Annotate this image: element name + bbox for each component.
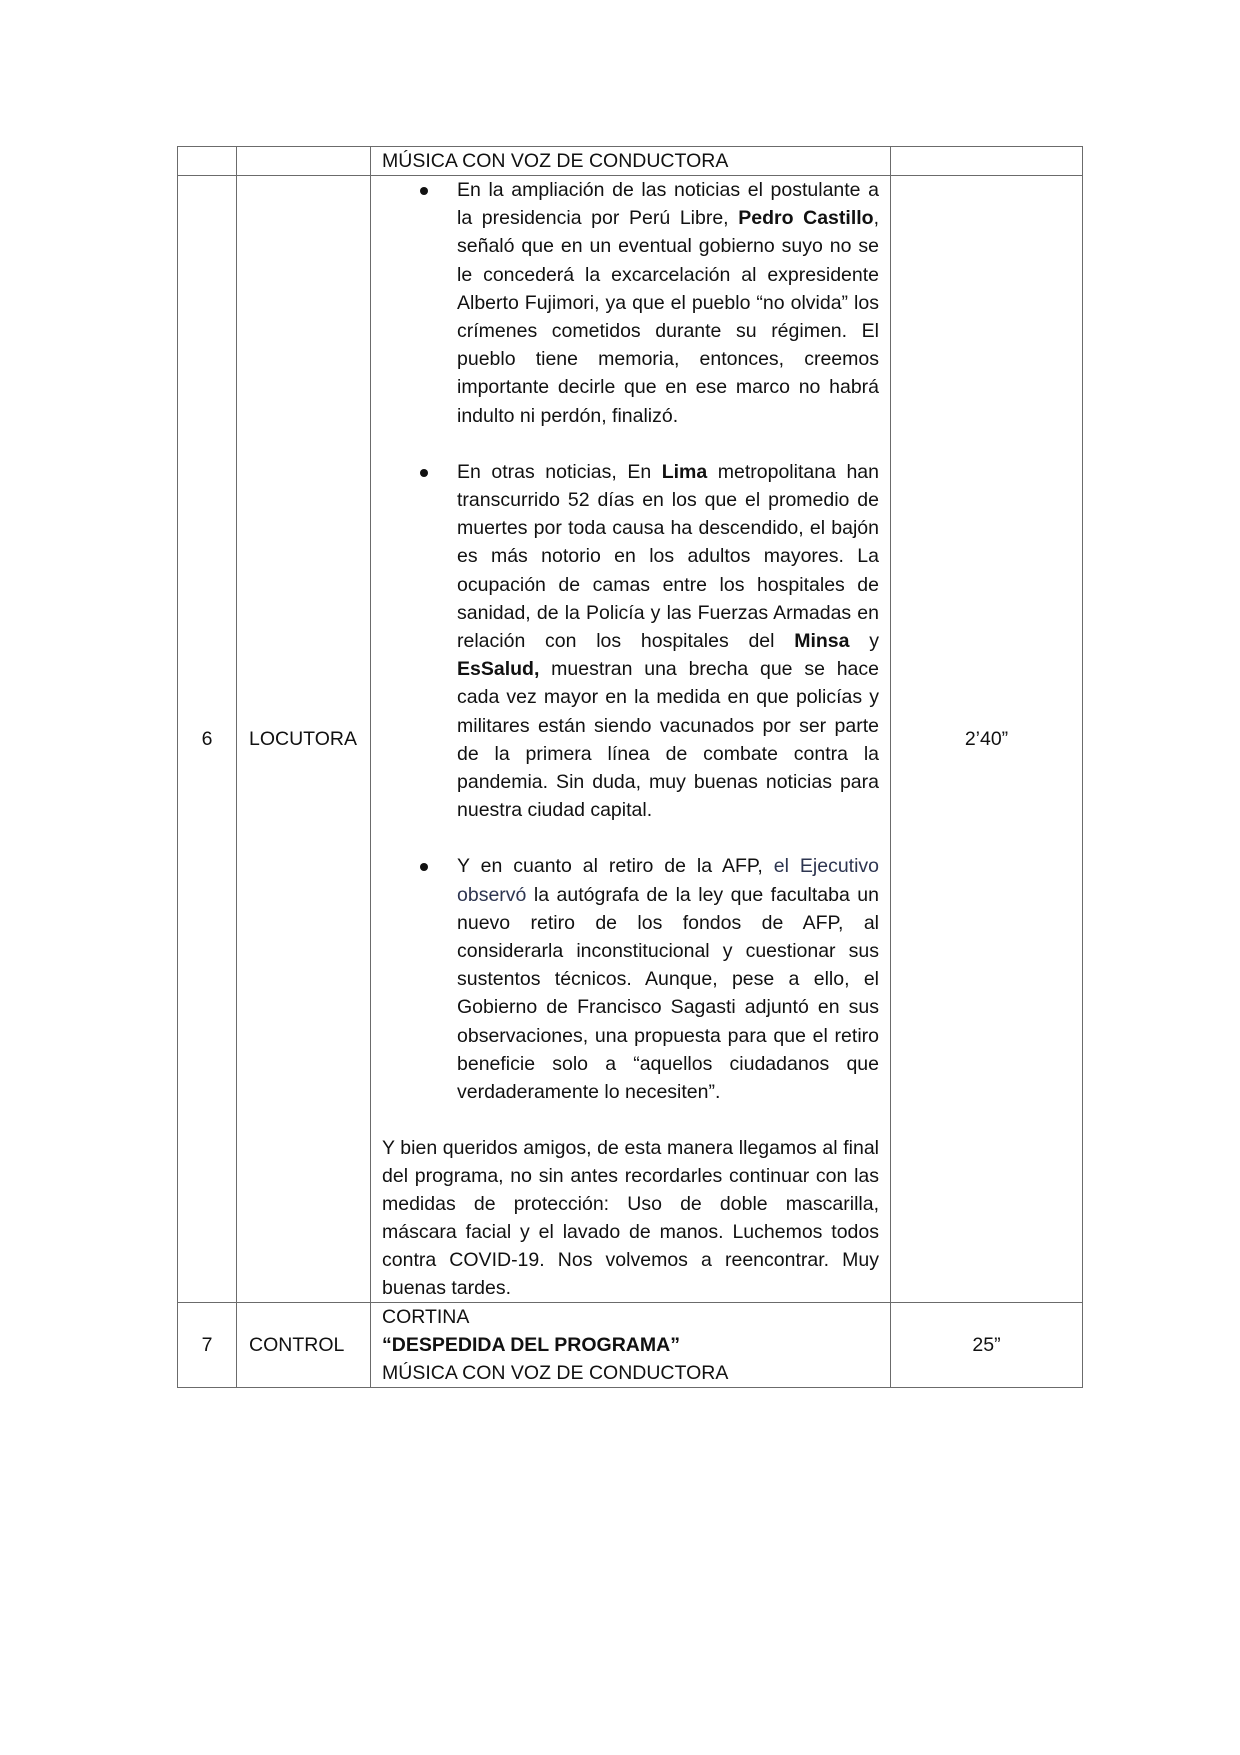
bullet-text: En otras noticias, En [457, 460, 662, 483]
script-table [177, 146, 1083, 1388]
document-page [177, 146, 1082, 1388]
bullet-text: muestran una brecha que se hace cada vez mayor en la medida en que policías y militares están siendo vacunados por ser parte de la primera línea de combate contra la pandemia. Sin duda, muy buenas noticias para nuestra ciudad capital. [457, 658, 879, 822]
cue-line: MÚSICA CON VOZ DE CONDUCTORA [382, 1362, 729, 1385]
news-bullet-item [382, 852, 879, 1106]
bullet-accent-text: el Ejecutivo observó [457, 855, 880, 906]
role-cell: LOCUTORA [237, 176, 371, 1303]
bullet-text: metropolitana han transcurrido 52 días en los que el promedio de muertes por toda causa ha descendido, el bajón es más notorio en los adultos mayores. La ocupación de camas entre los hospitales de sanidad, de la Policía y las Fuerzas Armadas en relación con los hospitales del [457, 460, 879, 653]
row-number-cell: 6 [178, 176, 237, 1303]
cue-line: CORTINA [382, 1306, 470, 1329]
duration-cell: 25” [891, 1303, 1083, 1388]
duration-cell [891, 147, 1083, 176]
bullet-icon [420, 469, 428, 477]
content-cell: MÚSICA CON VOZ DE CONDUCTORA [371, 147, 891, 176]
content-cell [371, 176, 891, 1303]
bullet-text: la autógrafa de la ley que facultaba un nuevo retiro de los fondos de AFP, al considerarla inconstitucional y cuestionar sus sustentos técnicos. Aunque, pese a ello, el Gobierno de Francisco Sagasti adjuntó en sus observaciones, una propuesta para que el retiro beneficie solo a “aquellos ciudadanos que verdaderamente lo necesiten”. [457, 883, 879, 1104]
role-cell [237, 147, 371, 176]
table-row [178, 147, 1083, 176]
role-cell: CONTROL [237, 1303, 371, 1388]
row-number-cell: 7 [178, 1303, 237, 1388]
news-bullet-list [382, 176, 879, 1106]
bullet-text: Y en cuanto al retiro de la AFP, [457, 855, 774, 878]
row-number-cell [178, 147, 237, 176]
duration-cell: 2’40” [891, 176, 1083, 1303]
bullet-text: y [849, 630, 879, 653]
bullet-text: En la ampliación de las noticias el postulante a la presidencia por Perú Libre, [457, 179, 879, 230]
bullet-icon [420, 863, 428, 871]
cue-title: “DESPEDIDA DEL PROGRAMA” [382, 1334, 680, 1357]
bullet-bold-text: Pedro Castillo [738, 207, 874, 230]
news-bullet-item [382, 458, 879, 825]
table-row [178, 1303, 1083, 1388]
closing-paragraph: Y bien queridos amigos, de esta manera llegamos al final del programa, no sin antes recordarles continuar con las medidas de protección: Uso de doble mascarilla, máscara facial y el lavado de manos. Luchemos todos contra COVID-19. Nos volvemos a reencontrar. Muy buenas tardes. [382, 1137, 879, 1300]
content-cell [371, 1303, 891, 1388]
bullet-icon [420, 187, 428, 195]
bullet-bold-text: Minsa [794, 630, 850, 653]
bullet-bold-text: Lima [661, 460, 708, 483]
news-bullet-item [382, 176, 879, 430]
bullet-bold-text: EsSalud, [457, 658, 540, 681]
bullet-text: , señaló que en un eventual gobierno suyo no se le concederá la excarcelación al expresidente Alberto Fujimori, ya que el pueblo “no olvida” los crímenes cometidos durante su régimen. El pueblo tiene memoria, entonces, creemos importante decirle que en ese marco no habrá indulto ni perdón, finalizó. [457, 207, 879, 427]
table-row [178, 176, 1083, 1303]
